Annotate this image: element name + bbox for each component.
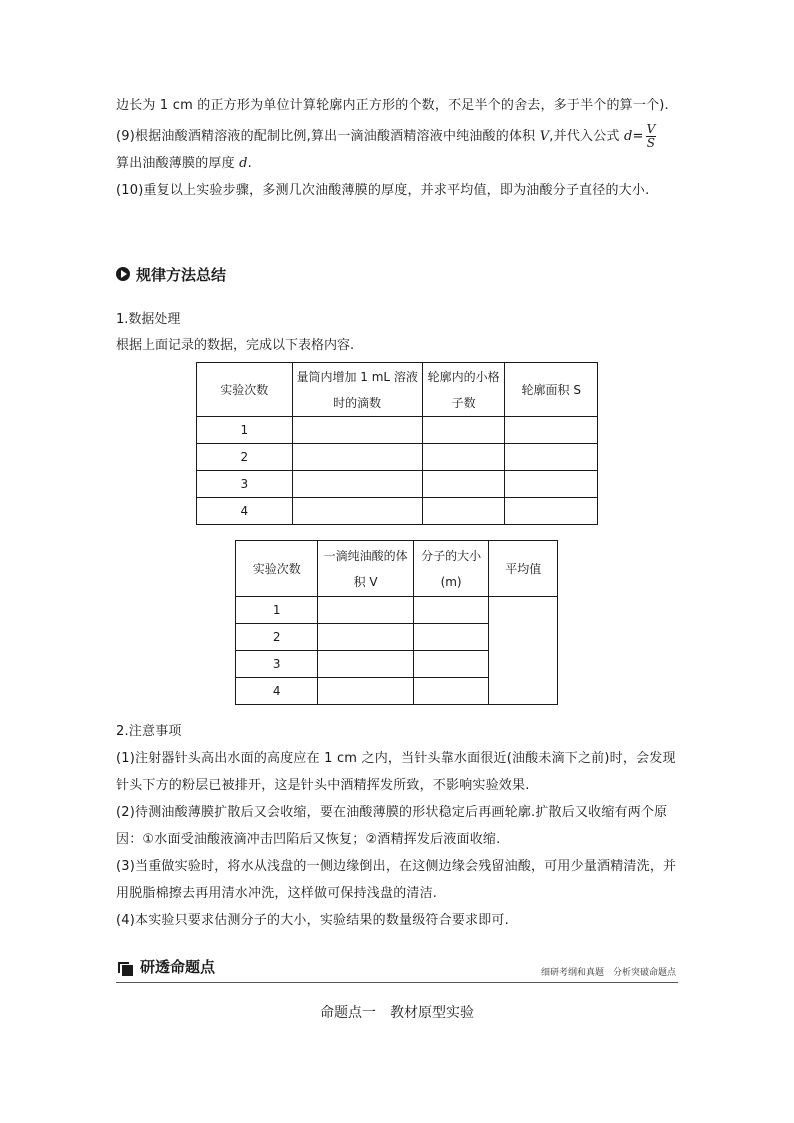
note-item: (1)注射器针头高出水面的高度应在 1 cm 之内，当针头靠水面很近(油酸未滴下之前)时，会发现针头下方的粉层已被排开，这是针头中酒精挥发所致，不影响实验效果. [116, 751, 676, 793]
paragraph-10: (10)重复以上实验步骤，多测几次油酸薄膜的厚度，并求平均值，即为油酸分子直径的大小. [116, 183, 650, 198]
notes-title: 2.注意事项 [116, 724, 182, 739]
table-header-cell: 轮廓面积 S [505, 363, 598, 417]
table-header-cell: 实验次数 [197, 363, 293, 417]
note-item: (3)当重做实验时，将水从浅盘的一侧边缘倒出，在这侧边缘会残留油酸，可用少量酒精清洗，并用脱脂棉擦去再用清水冲洗，这样做可保持浅盘的清洁. [116, 859, 677, 901]
table-header-cell: 一滴纯油酸的体积 V [318, 541, 413, 597]
paragraph-9: (9)根据油酸酒精溶液的配制比例,算出一滴油酸酒精溶液中纯油酸的体积 V,并代入公式 d= $\frac{V}{S}$ 算出油酸薄膜的厚度 d. [116, 122, 656, 171]
paragraph-8-continuation: 边长为 1 cm 的正方形为单位计算轮廓内正方形的个数，不足半个的舍去，多于半个的算一个). [116, 98, 669, 113]
average-cell [489, 597, 558, 705]
formula-fraction: $\frac{V}{S}$ [646, 122, 656, 150]
data-table-1 [196, 362, 598, 525]
table-header-cell: 实验次数 [236, 541, 318, 597]
table-header-cell: 轮廓内的小格子数 [422, 363, 505, 417]
note-item: (4)本实验只要求估测分子的大小，实验结果的数量级符合要求即可. [116, 913, 509, 928]
table-header-row [197, 363, 598, 417]
table-row: 1 [236, 597, 558, 624]
table-header-cell: 分子的大小(m) [413, 541, 489, 597]
notes-section [116, 718, 678, 934]
table-row: 2 [197, 444, 598, 471]
section-heading: 规律方法总结 [116, 262, 226, 286]
stacked-squares-icon [118, 959, 132, 973]
section-bar-subtitle: 细研考纲和真题 分析突破命题点 [540, 968, 676, 978]
table-header-row [236, 541, 558, 597]
section-bar-title: 研透命题点 [140, 958, 216, 976]
note-item: (2)待测油酸薄膜扩散后又会收缩，要在油酸薄膜的形状稳定后再画轮廓.扩散后又收缩有两个原因：①水面受油酸液滴冲击凹陷后又恢复；②酒精挥发后液面收缩. [116, 805, 668, 847]
body-text [116, 92, 678, 204]
data-section-title: 1.数据处理 [116, 312, 181, 327]
table-row: 2 [236, 624, 558, 651]
topic-title: 命题点一 教材原型实验 [320, 1005, 474, 1021]
table-row: 3 [236, 651, 558, 678]
table-row: 1 [197, 417, 598, 444]
table-row: 3 [197, 471, 598, 498]
data-table-2 [235, 540, 558, 705]
table-header-cell: 平均值 [489, 541, 558, 597]
table-row: 4 [236, 678, 558, 705]
play-circle-icon [116, 267, 130, 281]
table-row: 4 [197, 498, 598, 525]
section-bar [116, 955, 678, 983]
data-section-intro: 根据上面记录的数据，完成以下表格内容. [116, 338, 355, 353]
table-header-cell: 量筒内增加 1 mL 溶液时的滴数 [292, 363, 422, 417]
